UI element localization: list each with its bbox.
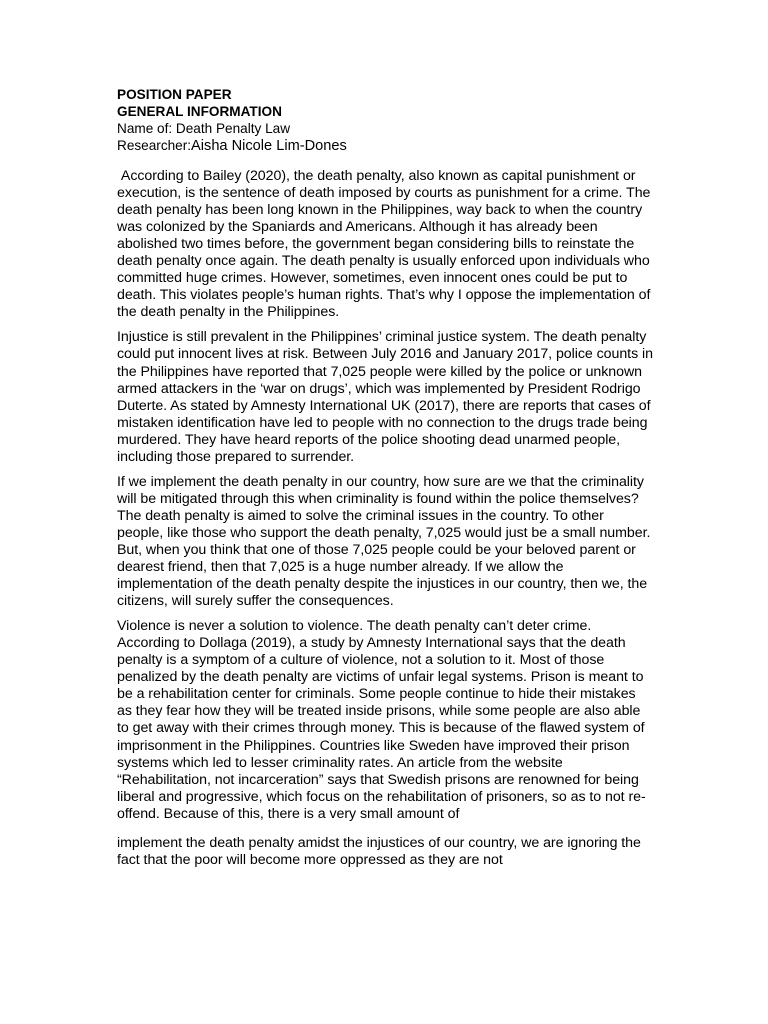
paragraph-injustice: Injustice is still prevalent in the Philippines’ criminal justice system. The death penalty could put innocent lives at risk. Between July 2016 and January 2017, police counts in the Philippines have reported that 7,025 people were killed by the police or unknown armed attackers in the ‘war on drugs’, which was implemented by President Rodrigo Duterte. As stated by Amnesty International UK (2017), there are reports that cases of mistaken identification have led to people with no connection to the drugs trade being murdered. They have heard reports of the police shooting dead unarmed people, including those prepared to surrender.	[117, 329, 653, 465]
paragraph-implementation: If we implement the death penalty in our country, how sure are we that the criminality will be mitigated through this when criminality is found within the police themselves? The death penalty is aimed to solve the criminal issues in the country. To other people, like those who support the death penalty, 7,025 would just be a small number. But, when you think that one of those 7,025 people could be your beloved parent or dearest friend, then that 7,025 is a huge number already. If we allow the implementation of the death penalty despite the injustices in our country, then we, the citizens, will surely suffer the consequences.	[117, 473, 651, 610]
paragraph-continuation: implement the death penalty amidst the injustices of our country, we are ignoring the fact that the poor will become more oppressed as they are not	[117, 834, 641, 868]
researcher-label: Researcher:	[117, 138, 192, 153]
general-information-heading: GENERAL INFORMATION	[117, 104, 282, 119]
paragraph-intro: According to Bailey (2020), the death penalty, also known as capital punishment or execution, is the sentence of death imposed by courts as punishment for a crime. The death penalty has been long known in the Philippines, way back to when the country was colonized by the Spaniards and Americans. Although it has already been abolished two times before, the government began considering bills to reinstate the death penalty once again. The death penalty is usually enforced upon individuals who committed huge crimes. However, sometimes, even innocent ones could be put to death. This violates people’s human rights. That’s why I oppose the implementation of the death penalty in the Philippines.	[117, 168, 655, 321]
researcher-name: Aisha Nicole Lim-Dones	[191, 138, 347, 154]
paragraph-violence: Violence is never a solution to violence. The death penalty can’t deter crime. According to Dollaga (2019), a study by Amnesty International says that the death penalty is a symptom of a culture of violence, not a solution to it. Most of those penalized by the death penalty are victims of unfair legal systems. Prison is meant to be a rehabilitation center for criminals. Some people continue to hide their mistakes as they fear how they will be treated inside prisons, while some people are also able to get away with their crimes through money. This is because of the flawed system of imprisonment in the Philippines. Countries like Sweden have improved their prison systems which led to lesser criminality rates. An article from the website “Rehabilitation, not incarceration” says that Swedish prisons are renowned for being liberal and progressive, which focus on the rehabilitation of prisoners, so as to not re-offend. Because of this, there is a very small amount of	[117, 618, 646, 822]
researcher-line	[117, 137, 653, 155]
name-line: Name of: Death Penalty Law	[117, 121, 291, 136]
document-page	[117, 86, 653, 869]
document-title: POSITION PAPER	[117, 87, 232, 102]
